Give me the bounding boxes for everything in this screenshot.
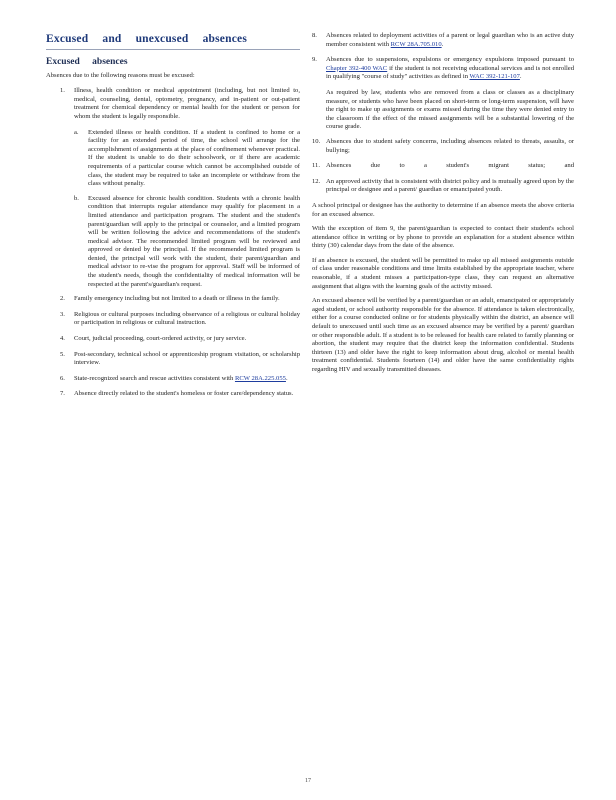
paragraph-notification: With the exception of item 9, the parent/guardian is expected to contact their student's school attendance office in writing or by phone to provide an explanation for a student absence within thirty (30) calendar days from the date of the absence. [312,225,574,250]
item-text: Excused absence for chronic health condition. Students with a chronic health condition that interrupts regular attendance may qualify for placement in a limited attendance and participation program. The student and the student's parent/guardian will apply to the principal or counselor, and a limited program will be written following the advice and recommendations of the student's medical advisor. The recommended limited program will be reviewed and approved or denied by the principal. If the recommended limited program is denied, the principal will work with the student, their parent/guardian and medical advisor to re-vise the program for approval. Staff will be informed of the student's needs, though the confidentiality of medical information will be respected at the parent's/guardian's request. [88,194,300,288]
list-item-11 [312,162,574,171]
left-column [46,32,300,406]
rcw-link[interactable]: RCW 28A.225.055 [234,374,286,382]
list-item-12 [312,178,574,195]
item-text-body: Absences due to suspensions, expulsions or emergency expulsions imposed pursuant to [326,56,574,64]
list-item-2 [60,295,300,304]
item-9-note: As required by law, students who are removed from a class or classes as a disciplinary measure, or students who have been placed on short-term or long-term suspension, will have the right to make up assignments or exams missed during the time they were denied entry to the classroom if the effect of the missed assignments will be a substantial lowering of the course grade. [326,88,574,131]
item-text-end: . [441,40,444,48]
item-text-body: Absences related to deployment activities of a parent or legal guardian who is an active duty member consistent with [326,32,574,48]
item-text-body-2: if the student is not receiving educational services and is not enrolled in qualifying "course of study" activities as defined in [326,64,574,81]
item-text: Absence directly related to the student's homeless or foster care/dependency status. [74,390,294,398]
item-number: 1. [60,87,65,95]
list-item-4 [60,335,300,344]
wac-section-link[interactable]: WAC 392-121-107 [469,73,520,81]
page-number: 17 [305,778,311,784]
paragraph-authority: A school principal or designee has the authority to determine if an absence meets the above criteria for an excused absence. [312,201,574,218]
list-item-3 [60,311,300,328]
item-number: b. [74,194,79,202]
list-item-5 [60,351,300,368]
list-item-1 [60,87,300,121]
list-subitem-1a [74,129,300,189]
item-text: Absences due to a student's migrant status; and [326,162,574,170]
intro-text: Absences due to the following reasons must be excused: [46,71,195,79]
item-number: 7. [60,390,65,398]
item-text [74,375,300,384]
item-number: 6. [60,374,65,382]
item-number: 12. [312,177,321,185]
item-text: Family emergency including but not limited to a death or illness in the family. [74,295,280,303]
item-number: a. [74,128,79,136]
list-subitem-1b [74,195,300,290]
item-number: 10. [312,137,321,145]
item-number: 4. [60,335,65,343]
title-divider [46,49,300,50]
paragraph-verification: An excused absence will be verified by a parent/guardian or an adult, emancipated or appropriately aged student, or school authority responsible for the absence. If attendance is taken electronically, either for a course conducted online or for students physically within the district, an absence will default to unexcused until such time as an excused absence may be verified by a parent/ guardian or other responsible adult. If a student is to be released for health care related to family planning or abortion, the student may require that the district keep the information confidential. Students thirteen (13) and older have the right to keep information about drug, alcohol or mental health treatment confidential. Students fourteen (14) and older have the same confidentiality rights regarding HIV and sexually transmitted diseases. [312,297,574,373]
item-number: 8. [312,32,317,39]
list-item-9 [312,56,574,82]
page-title: Excused and unexcused absences [46,33,247,45]
list-item-7 [60,390,300,399]
item-number: 2. [60,295,65,303]
item-text [326,56,574,82]
list-item-6 [60,375,300,384]
item-number: 11. [312,162,320,170]
rcw-link[interactable]: RCW 28A.705.010 [390,40,442,48]
item-text: Religious or cultural purposes including observance of a religious or cultural holiday or participation in religious or cultural instruction. [74,310,300,327]
list-item-10 [312,138,574,155]
item-text-body: State-recognized search and rescue activities consistent with [74,374,234,382]
section-heading: Excused absences [46,57,128,67]
item-number: 5. [60,350,65,358]
item-number: 3. [60,310,65,318]
item-text: An approved activity that is consistent with district policy and is mutually agreed upon by the principal or designee and a parent/ guardian or emancipated youth. [326,177,574,194]
item-text: Illness, health condition or medical appointment (including, but not limited to, medical, counseling, dental, optometry, pregnancy, and in-patient or out-patient treatment for chemical dependency or mental health for the student or person for whom the student is legally responsible. [74,87,300,120]
item-text [326,32,574,49]
item-text-end: . [519,73,522,81]
item-text: Post-secondary, technical school or apprenticeship program visitation, or scholarship interview. [74,350,300,367]
paragraph-makeup: If an absence is excused, the student will be permitted to make up all missed assignments outside of class under reasonable conditions and time limits established by the appropriate teacher, where reasonable, if a student misses a participation-type class, they can request an alternative assignment that aligns with the learning goals of the activity missed. [312,256,574,290]
list-item-8 [312,32,574,49]
item-text: Extended illness or health condition. If a student is confined to home or a facility for an extended period of time, the school will arrange for the accomplishment of assignments at the place of confinement whenever practical. If the student is unable to do their schoolwork, or if there are academic requirements of a particular course which cannot be accomplished outside of class, the student may be required to take an incomplete or withdraw from the class without penalty. [88,128,300,188]
item-number: 9. [312,56,317,64]
wac-chapter-link[interactable]: Chapter 392-400 WAC [326,64,388,72]
item-text: Absences due to student safety concerns, including absences related to threats, assaults, or bullying; [326,137,574,154]
right-column [312,32,574,381]
item-text: Court, judicial proceeding, court-ordered activity, or jury service. [74,335,247,343]
item-text-end: . [285,374,288,382]
